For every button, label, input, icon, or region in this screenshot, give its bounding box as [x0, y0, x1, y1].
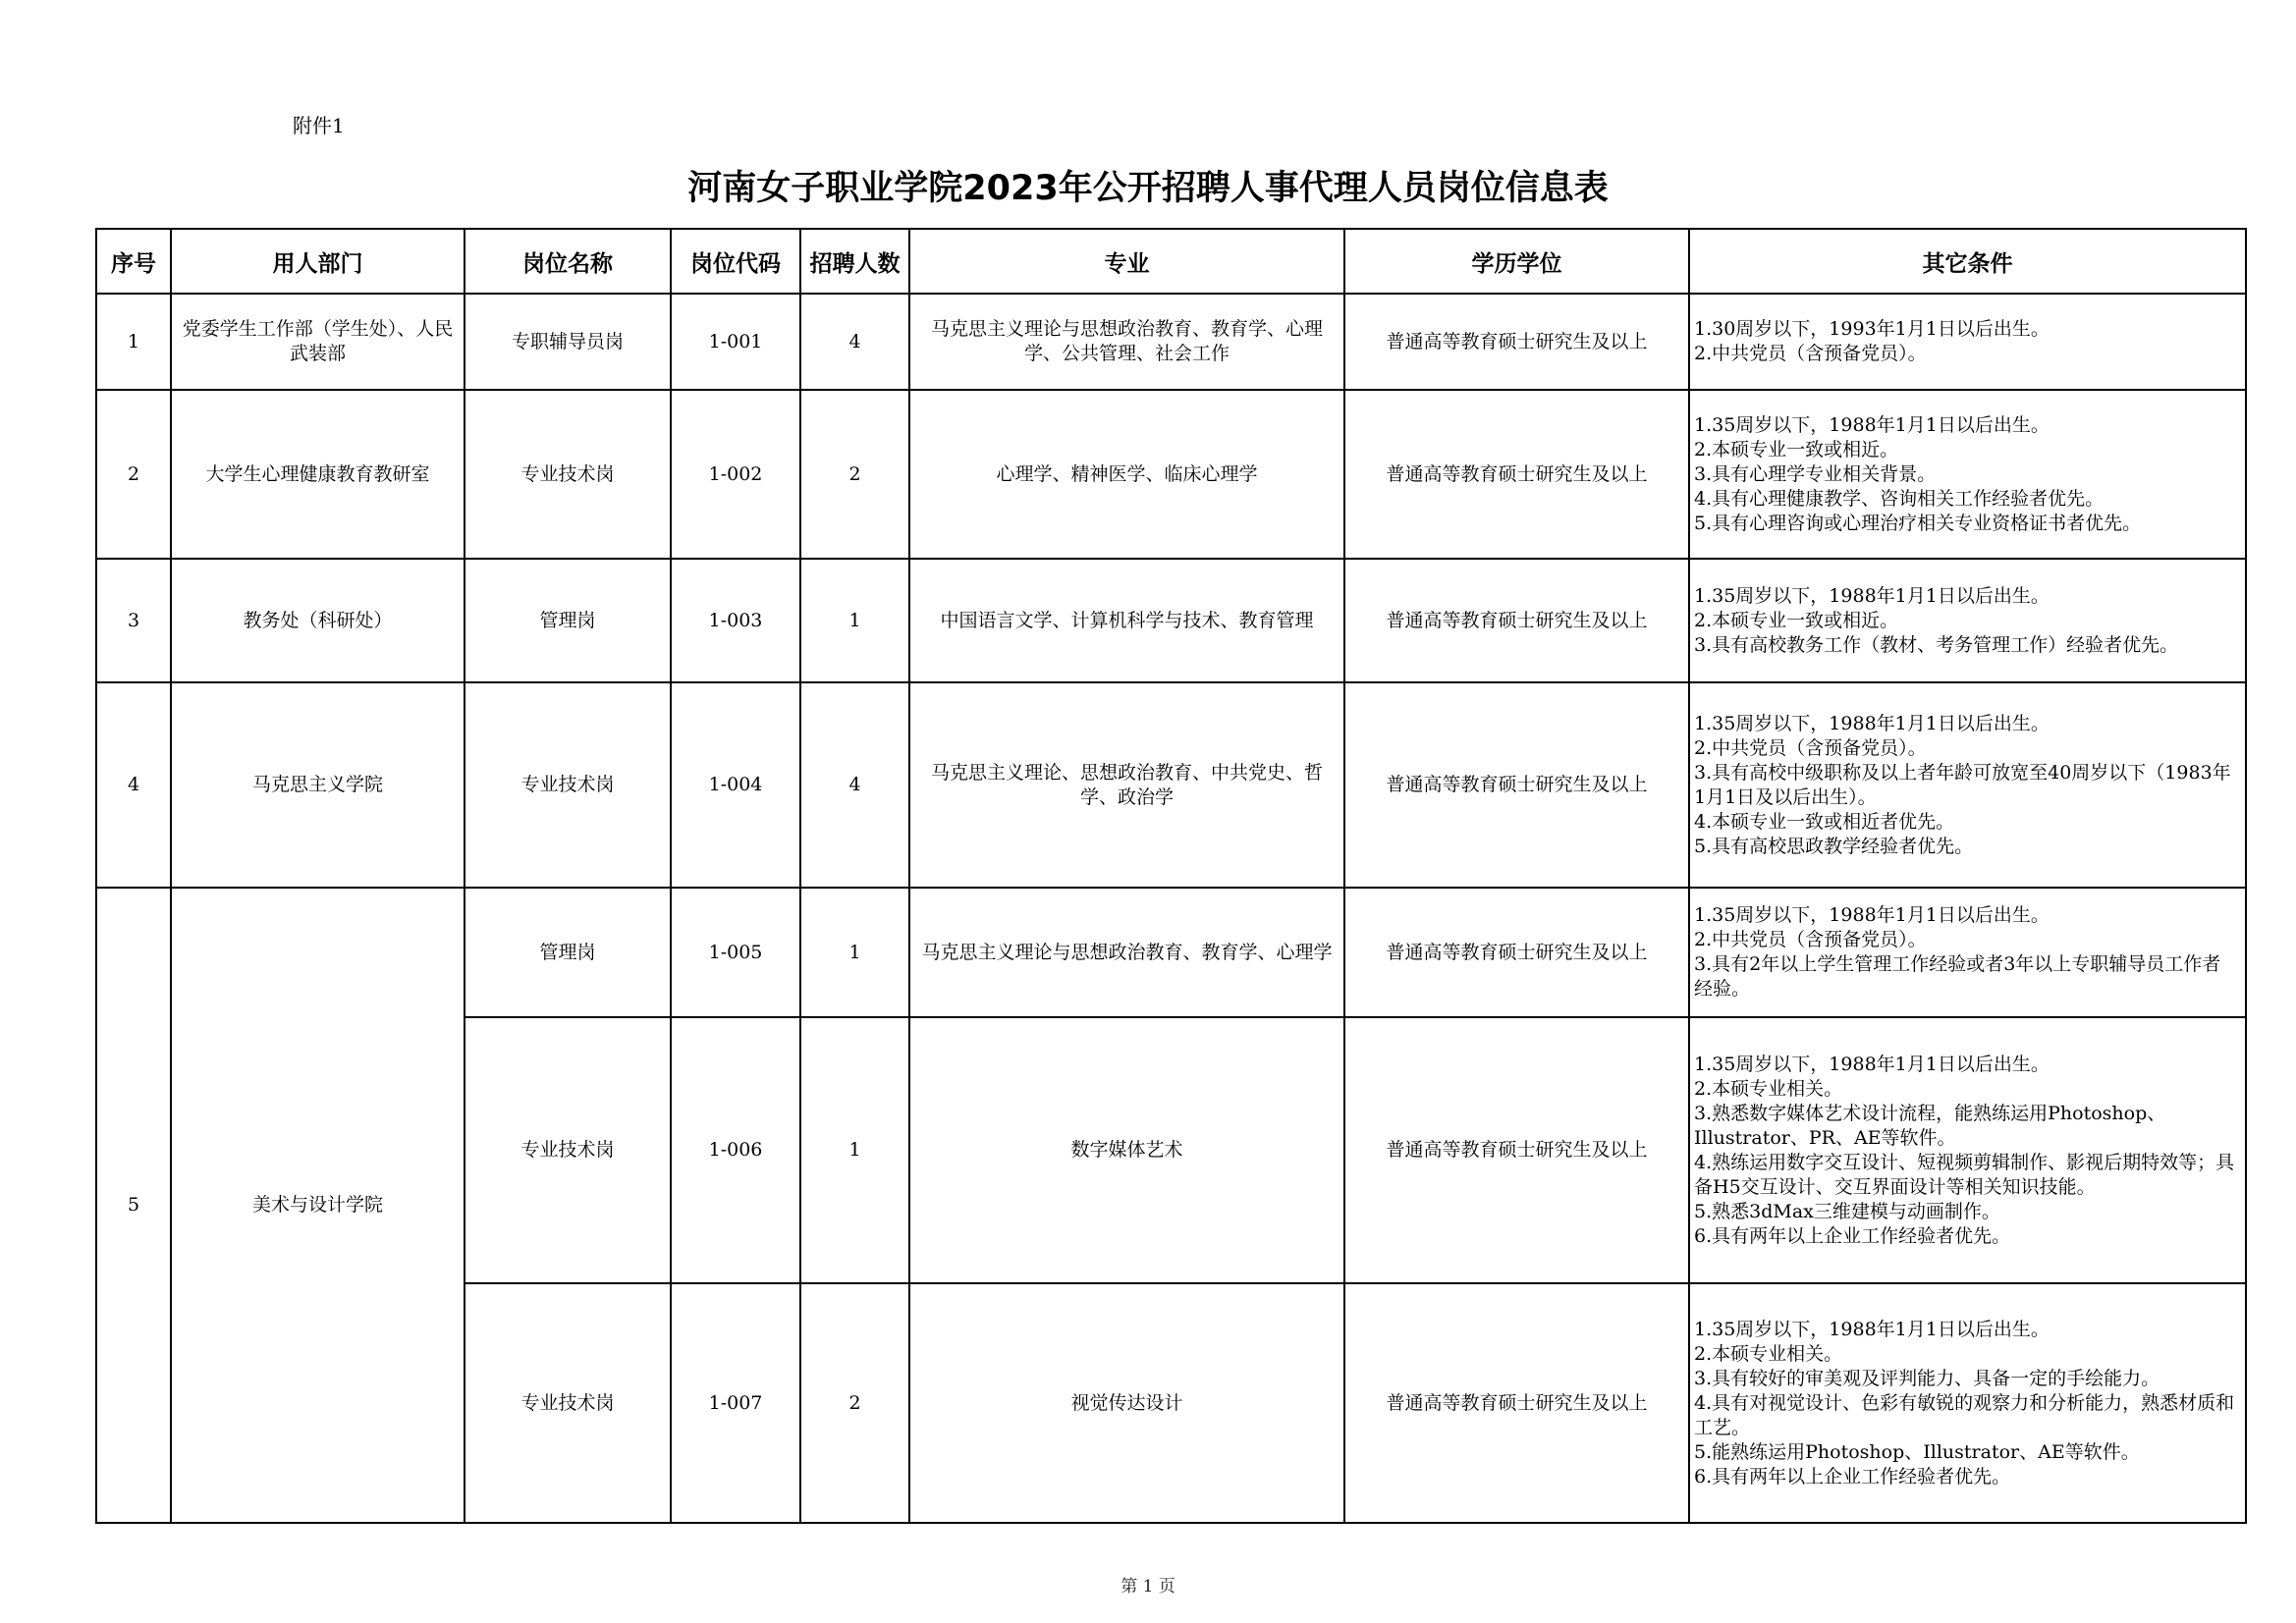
- cell-dept: [171, 294, 465, 390]
- cell-count: 2: [800, 1283, 909, 1523]
- cell-dept: 美术与设计学院: [171, 888, 465, 1523]
- header-other: 其它条件: [1689, 229, 2246, 294]
- header-degree: 学历学位: [1344, 229, 1689, 294]
- condition-item: 4.具有对视觉设计、色彩有敏锐的观察力和分析能力，熟悉材质和工艺。: [1694, 1391, 2235, 1438]
- cell-code: 1-002: [671, 390, 800, 559]
- condition-item: 1.30周岁以下，1993年1月1日以后出生。: [1694, 318, 2050, 340]
- cell-conditions: [1689, 888, 2246, 1017]
- cell-seq: 1: [96, 294, 171, 390]
- cell-seq: 5: [96, 888, 171, 1523]
- header-major: 专业: [909, 229, 1344, 294]
- cell-dept-text: 党委学生工作部（学生处）、人民武装部: [182, 318, 454, 364]
- page-title: 河南女子职业学院2023年公开招聘人事代理人员岗位信息表: [687, 169, 1609, 208]
- condition-item: 3.具有高校教务工作（教材、考务管理工作）经验者优先。: [1694, 633, 2179, 656]
- cell-code: 1-001: [671, 294, 800, 390]
- condition-item: 2.本硕专业一致或相近。: [1694, 609, 1899, 631]
- cell-degree: 普通高等教育硕士研究生及以上: [1344, 1017, 1689, 1283]
- cell-position: 专业技术岗: [465, 1283, 671, 1523]
- cell-degree: 普通高等教育硕士研究生及以上: [1344, 390, 1689, 559]
- condition-item: 2.中共党员（含预备党员）。: [1694, 929, 1927, 950]
- page-number: 第 1 页: [1121, 1577, 1175, 1596]
- cell-degree: 普通高等教育硕士研究生及以上: [1344, 1283, 1689, 1523]
- condition-item: 3.熟悉数字媒体艺术设计流程，能熟练运用Photoshop、Illustrator、PR、AE等软件。: [1694, 1102, 2166, 1149]
- header-position: 岗位名称: [465, 229, 671, 294]
- condition-item: 1.35周岁以下，1988年1月1日以后出生。: [1694, 712, 2050, 734]
- condition-item: 4.本硕专业一致或相近者优先。: [1694, 810, 1955, 833]
- table-row: [96, 390, 2246, 559]
- condition-item: 1.35周岁以下，1988年1月1日以后出生。: [1694, 584, 2050, 607]
- cell-count: 4: [800, 294, 909, 390]
- table-row: [96, 559, 2246, 682]
- cell-count: 1: [800, 559, 909, 682]
- cell-position: 专业技术岗: [465, 682, 671, 888]
- header-code: 岗位代码: [671, 229, 800, 294]
- cell-seq: 4: [96, 682, 171, 888]
- condition-item: 2.本硕专业相关。: [1694, 1077, 1843, 1100]
- cell-dept: 大学生心理健康教育教研室: [171, 390, 465, 559]
- condition-item: 1.35周岁以下，1988年1月1日以后出生。: [1694, 1053, 2050, 1075]
- cell-code: 1-003: [671, 559, 800, 682]
- cell-degree: 普通高等教育硕士研究生及以上: [1344, 294, 1689, 390]
- cell-code: 1-006: [671, 1017, 800, 1283]
- cell-position: 专业技术岗: [465, 390, 671, 559]
- cell-conditions: [1689, 559, 2246, 682]
- condition-item: 2.本硕专业相关。: [1694, 1342, 1843, 1365]
- cell-major: 中国语言文学、计算机科学与技术、教育管理: [909, 559, 1344, 682]
- condition-item: 3.具有高校中级职称及以上者年龄可放宽至40周岁以下（1983年1月1日及以后出生）。: [1694, 761, 2231, 808]
- cell-seq: 3: [96, 559, 171, 682]
- condition-item: 1.35周岁以下，1988年1月1日以后出生。: [1694, 413, 2050, 436]
- condition-item: 5.熟悉3dMax三维建模与动画制作。: [1694, 1200, 2000, 1222]
- cell-conditions: [1689, 1017, 2246, 1283]
- cell-degree: 普通高等教育硕士研究生及以上: [1344, 559, 1689, 682]
- cell-major: 马克思主义理论、思想政治教育、中共党史、哲学、政治学: [909, 682, 1344, 888]
- cell-position: 管理岗: [465, 888, 671, 1017]
- attachment-label: 附件1: [293, 114, 345, 137]
- cell-code: 1-007: [671, 1283, 800, 1523]
- cell-major: 数字媒体艺术: [909, 1017, 1344, 1283]
- condition-item: 3.具有心理学专业相关背景。: [1694, 462, 1937, 485]
- position-info-table: [95, 228, 2247, 1524]
- condition-item: 3.具有2年以上学生管理工作经验或者3年以上专职辅导员工作者经验。: [1694, 953, 2221, 1000]
- cell-position: 管理岗: [465, 559, 671, 682]
- header-seq: 序号: [96, 229, 171, 294]
- cell-position: 专职辅导员岗: [465, 294, 671, 390]
- cell-dept: 马克思主义学院: [171, 682, 465, 888]
- condition-item: 1.35周岁以下，1988年1月1日以后出生。: [1694, 1318, 2050, 1340]
- header-dept: 用人部门: [171, 229, 465, 294]
- table-row: [96, 682, 2246, 888]
- condition-item: 4.熟练运用数字交互设计、短视频剪辑制作、影视后期特效等；具备H5交互设计、交互界面设计等相关知识技能。: [1694, 1151, 2235, 1198]
- cell-code: 1-005: [671, 888, 800, 1017]
- cell-major: 马克思主义理论与思想政治教育、教育学、心理学: [909, 888, 1344, 1017]
- table-header-row: [96, 229, 2246, 294]
- cell-position: 专业技术岗: [465, 1017, 671, 1283]
- cell-major: 心理学、精神医学、临床心理学: [909, 390, 1344, 559]
- cell-conditions: [1689, 682, 2246, 888]
- table-row: [96, 888, 2246, 1017]
- cell-seq: 2: [96, 390, 171, 559]
- condition-item: 5.具有高校思政教学经验者优先。: [1694, 835, 1974, 857]
- condition-item: 6.具有两年以上企业工作经验者优先。: [1694, 1465, 2011, 1488]
- condition-item: 5.能熟练运用Photoshop、Illustrator、AE等软件。: [1694, 1440, 2140, 1463]
- cell-conditions: [1689, 294, 2246, 390]
- cell-count: 4: [800, 682, 909, 888]
- condition-item: 2.中共党员（含预备党员）。: [1694, 343, 1927, 364]
- cell-count: 1: [800, 888, 909, 1017]
- header-count: 招聘人数: [800, 229, 909, 294]
- cell-conditions: [1689, 390, 2246, 559]
- condition-item: 3.具有较好的审美观及评判能力、具备一定的手绘能力。: [1694, 1367, 2160, 1389]
- cell-major: 马克思主义理论与思想政治教育、教育学、心理学、公共管理、社会工作: [909, 294, 1344, 390]
- table-row: [96, 294, 2246, 390]
- condition-item: 1.35周岁以下，1988年1月1日以后出生。: [1694, 904, 2050, 926]
- cell-dept: 教务处（科研处）: [171, 559, 465, 682]
- condition-item: 6.具有两年以上企业工作经验者优先。: [1694, 1224, 2011, 1247]
- condition-item: 4.具有心理健康教学、咨询相关工作经验者优先。: [1694, 487, 2105, 510]
- cell-count: 1: [800, 1017, 909, 1283]
- cell-major: 视觉传达设计: [909, 1283, 1344, 1523]
- cell-code: 1-004: [671, 682, 800, 888]
- cell-count: 2: [800, 390, 909, 559]
- condition-item: 2.本硕专业一致或相近。: [1694, 438, 1899, 460]
- cell-degree: 普通高等教育硕士研究生及以上: [1344, 682, 1689, 888]
- cell-conditions: [1689, 1283, 2246, 1523]
- condition-item: 2.中共党员（含预备党员）。: [1694, 736, 1927, 759]
- condition-item: 5.具有心理咨询或心理治疗相关专业资格证书者优先。: [1694, 512, 2142, 534]
- cell-degree: 普通高等教育硕士研究生及以上: [1344, 888, 1689, 1017]
